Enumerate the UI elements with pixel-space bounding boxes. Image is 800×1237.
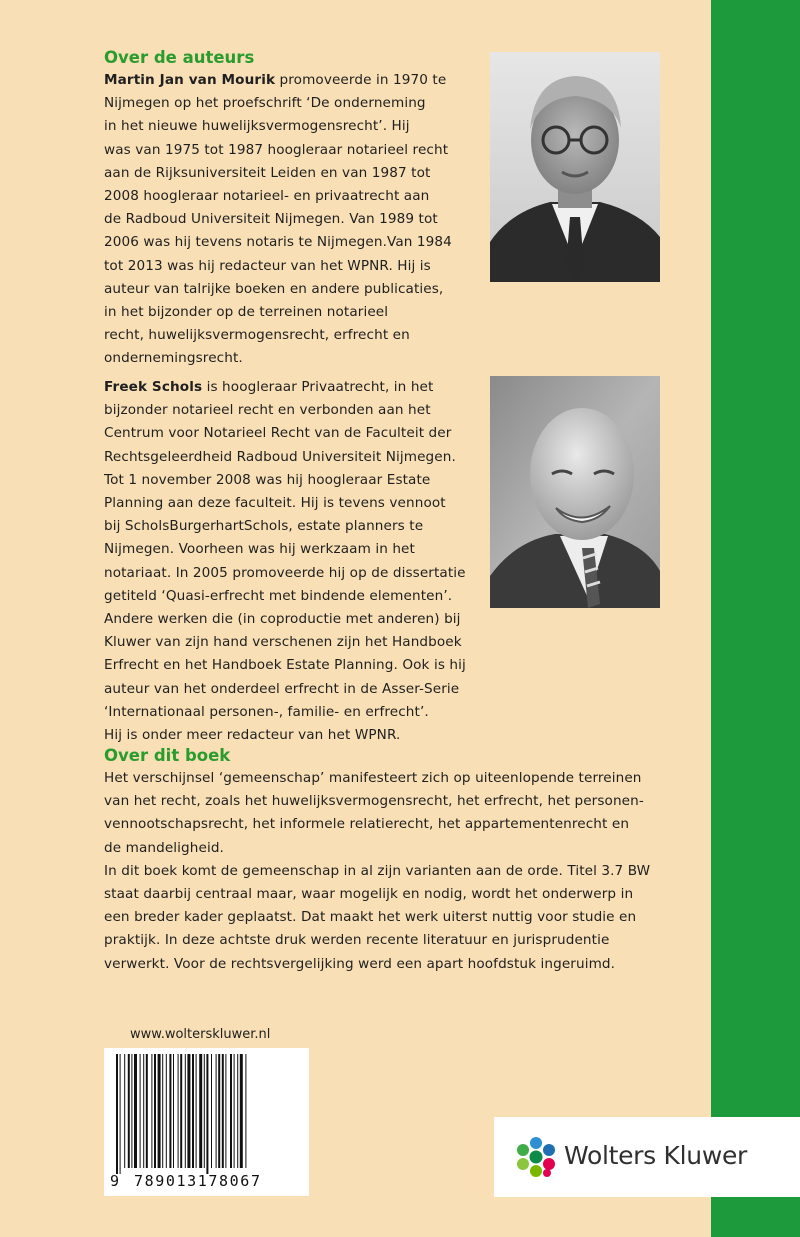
barcode-bar: [245, 1054, 246, 1168]
barcode-bar: [154, 1054, 156, 1168]
barcode-bar: [222, 1054, 224, 1168]
barcode-bar: [218, 1054, 220, 1168]
barcode-bar: [211, 1054, 212, 1168]
barcode-bar: [178, 1054, 179, 1168]
barcode-bar: [230, 1054, 232, 1168]
barcode-bar: [192, 1054, 194, 1168]
author2-bio-line: Planning aan deze faculteit. Hij is tevens vennoot: [104, 495, 446, 512]
barcode-bar: [151, 1054, 152, 1168]
author2-bio-line: Kluwer van zijn hand verschenen zijn het Handboek: [104, 634, 462, 651]
barcode-bar: [237, 1054, 238, 1168]
book-description-line: In dit boek komt de gemeenschap in al zijn varianten aan de orde. Titel 3.7 BW: [104, 862, 651, 879]
publisher-logo-panel: [494, 1117, 800, 1197]
wolters-kluwer-logo-icon: [514, 1135, 558, 1179]
isbn-number: [104, 1172, 309, 1194]
author2-bio-line: notariaat. In 2005 promoveerde hij op de dissertatie: [104, 564, 466, 581]
barcode-bar: [199, 1054, 202, 1168]
barcode-bar: [134, 1054, 137, 1168]
barcode-bar: [240, 1054, 243, 1168]
book-description-line: de mandeligheid.: [104, 839, 224, 856]
author2-name: Freek Schols: [104, 379, 203, 395]
book-description-line: vennootschapsrecht, het informele relatierecht, het appartementenrecht en: [104, 816, 630, 833]
barcode-bar: [216, 1054, 217, 1168]
barcode-bar: [187, 1054, 190, 1168]
book-description-line: verwerkt. Voor de rechtsvergelijking werd een apart hoofdstuk ingeruimd.: [104, 955, 616, 972]
barcode-bar: [225, 1054, 226, 1168]
author2-bio-line: Centrum voor Notarieel Recht van de Faculteit der: [104, 425, 452, 442]
author2-bio-line: getiteld ‘Quasi-erfrecht met bindende elementen’.: [104, 587, 453, 604]
barcode-bar: [140, 1054, 141, 1168]
author1-bio-line: Nijmegen op het proefschrift ‘De onderneming: [104, 95, 426, 112]
author2-bio-line: ‘Internationaal personen-, familie- en erfrecht’.: [104, 703, 429, 720]
isbn-first-digit: 9: [110, 1172, 120, 1190]
barcode-bar: [196, 1054, 197, 1168]
author1-bio-line: 2008 hoogleraar notarieel- en privaatrecht aan: [104, 188, 430, 205]
isbn-barcode: [104, 1048, 309, 1196]
book-spine-stripe: [711, 0, 800, 1237]
author1-bio-line: in het nieuwe huwelijksvermogensrecht’. Hij: [104, 118, 410, 135]
author2-bio-line: Nijmegen. Voorheen was hij werkzaam in het: [104, 541, 415, 558]
barcode-bar: [169, 1054, 171, 1168]
author1-bio-line: aan de Rijksuniversiteit Leiden en van 1987 tot: [104, 164, 431, 181]
barcode-bar: [185, 1054, 186, 1168]
barcode-bar: [204, 1054, 205, 1168]
barcode-bar: [124, 1054, 125, 1168]
book-description-line: praktijk. In deze achtste druk werden recente literatuur en jurisprudentie: [104, 932, 610, 949]
barcode-bar: [143, 1054, 144, 1168]
book-description: [104, 767, 650, 976]
author2-bio-line: Freek Schols is hoogleraar Privaatrecht, in het: [104, 379, 434, 395]
barcode-bar: [128, 1054, 130, 1168]
barcode-bar: [158, 1054, 161, 1168]
book-description-line: staat daarbij centraal maar, waar mogelijk en nodig, wordt het onderwerp in: [104, 886, 634, 903]
author2-bio-line: Erfrecht en het Handboek Estate Planning. Ook is hij: [104, 657, 466, 674]
author1-bio-line: de Radboud Universiteit Nijmegen. Van 1989 tot: [104, 211, 438, 228]
author2-bio-line: bijzonder notarieel recht en verbonden aan het: [104, 402, 431, 419]
author1-bio-line: ondernemingsrecht.: [104, 350, 243, 367]
book-description-line: van het recht, zoals het huwelijksvermogensrecht, het erfrecht, het personen-: [104, 793, 644, 810]
barcode-bar: [116, 1054, 118, 1174]
author1-bio-line: Martin Jan van Mourik promoveerde in 1970 te: [104, 72, 447, 88]
author1-bio-line: tot 2013 was hij redacteur van het WPNR. Hij is: [104, 257, 431, 274]
author2-portrait: [490, 376, 660, 608]
barcode-bar: [180, 1054, 182, 1168]
barcode-bar: [131, 1054, 132, 1168]
author1-bio-line: auteur van talrijke boeken en andere publicaties,: [104, 280, 444, 297]
book-description-line: Het verschijnsel ‘gemeenschap’ manifesteert zich op uiteenlopende terreinen: [104, 770, 642, 786]
author2-bio-line: Tot 1 november 2008 was hij hoogleraar Estate: [104, 471, 431, 488]
author2-bio-line: Rechtsgeleerdheid Radboud Universiteit Nijmegen.: [104, 448, 456, 465]
book-description-line: een breder kader geplaatst. Dat maakt het werk uiterst nuttig voor studie en: [104, 909, 637, 926]
barcode-bar: [206, 1054, 208, 1174]
author2-bio-line: auteur van het onderdeel erfrecht in de Asser-Serie: [104, 680, 460, 697]
author1-bio-line: 2006 was hij tevens notaris te Nijmegen.Van 1984: [104, 234, 452, 251]
barcode-bar: [166, 1054, 167, 1168]
book-heading: Over dit boek: [104, 746, 231, 765]
author1-bio: [104, 69, 452, 371]
isbn-digits: 789013178067: [134, 1172, 262, 1190]
author2-bio-line: bij ScholsBurgerhartSchols, estate planners te: [104, 518, 424, 535]
barcode-bar: [120, 1054, 121, 1174]
barcode-bar: [146, 1054, 148, 1168]
author1-bio-line: recht, huwelijksvermogensrecht, erfrecht en: [104, 327, 410, 344]
author2-bio: [104, 376, 466, 747]
publisher-url[interactable]: www.wolterskluwer.nl: [130, 1027, 271, 1042]
author1-name: Martin Jan van Mourik: [104, 72, 276, 88]
authors-heading: Over de auteurs: [104, 48, 255, 67]
author1-bio-line: was van 1975 tot 1987 hoogleraar notarieel recht: [104, 141, 449, 158]
author2-bio-line: Andere werken die (in coproductie met anderen) bij: [104, 611, 461, 628]
author1-bio-line: in het bijzonder op de terreinen notarieel: [104, 304, 389, 321]
barcode-bar: [173, 1054, 174, 1168]
author2-bio-line: Hij is onder meer redacteur van het WPNR.: [104, 727, 401, 744]
publisher-name: Wolters Kluwer: [564, 1141, 748, 1170]
author1-portrait: [490, 52, 660, 282]
barcode-bar: [234, 1054, 235, 1168]
barcode-bars: [104, 1048, 309, 1174]
barcode-bar: [162, 1054, 163, 1168]
